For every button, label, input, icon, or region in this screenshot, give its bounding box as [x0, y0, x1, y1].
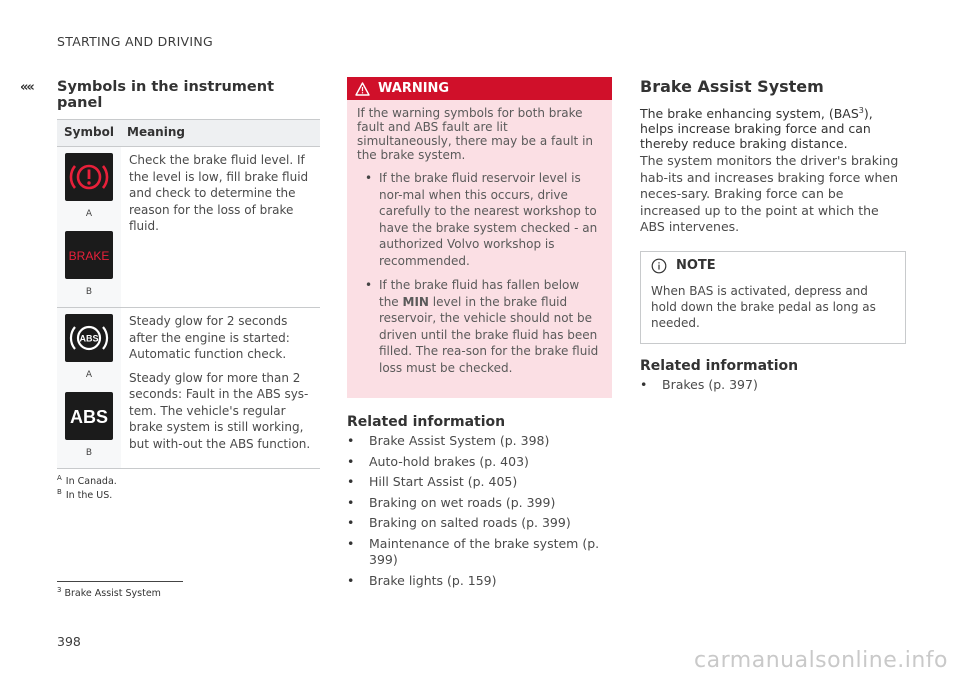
table-row: [57, 147, 320, 308]
variant-label: A: [85, 370, 93, 380]
variant-label: B: [85, 448, 93, 458]
footnote-b: $^B$ In the US.: [57, 488, 113, 502]
min-label: MIN: [402, 294, 429, 309]
page-number: 398: [57, 634, 81, 649]
related-link[interactable]: • Brake Assist System (p. 398): [347, 433, 612, 450]
related-info-title: Related information: [640, 357, 799, 374]
brake-text-icon: [65, 231, 113, 279]
symbols-column: [57, 77, 320, 501]
warning-body: [347, 100, 612, 376]
meaning-column-header: Meaning: [121, 120, 320, 147]
related-link[interactable]: • Braking on salted roads (p. 399): [347, 515, 612, 532]
symbols-table: [57, 119, 320, 469]
related-info-title: Related information: [347, 414, 506, 430]
symbol-cell: [57, 147, 121, 308]
related-link[interactable]: • Brake lights (p. 159): [347, 573, 612, 590]
related-link[interactable]: • Maintenance of the brake system (p. 399): [347, 536, 612, 569]
footnote-a: $^A$ In Canada.: [57, 474, 117, 488]
meaning-text: Check the brake fluid level. If the level is low, fill brake fluid and check to determine the reason for the loss of brake fluid.: [129, 153, 309, 233]
warning-title: WARNING: [378, 81, 450, 96]
warning-intro: If the warning symbols for both brake fault and ABS fault are lit simultaneously, there may be a fault in the brake system.: [357, 106, 594, 162]
previous-page-icon[interactable]: ««: [20, 80, 33, 95]
warning-column: [347, 77, 612, 593]
brake-circle-icon: [65, 153, 113, 201]
related-link[interactable]: • Auto-hold brakes (p. 403): [347, 454, 612, 471]
list-item: • If the brake fluid reservoir level is nor-mal when this occurs, drive carefully to the nearest workshop to have the brake system checked - an authorized Volvo workshop is recommended.: [357, 170, 602, 269]
section-header: STARTING AND DRIVING: [57, 34, 214, 49]
footnote-ref: 3: [858, 106, 864, 115]
note-header: [651, 258, 895, 274]
note-title: NOTE: [676, 258, 716, 274]
meaning-text: Steady glow for more than 2 seconds: Fault in the ABS sys-tem. The vehicle's regular brake system is still working, but with-out the ABS function.: [129, 370, 311, 451]
page-footnote: $^3$ Brake Assist System: [57, 586, 161, 600]
related-link[interactable]: • Brakes (p. 397): [640, 377, 906, 394]
bas-body: The system monitors the driver's braking hab-its and increases braking force when neces-sary. Braking force can be increased up to the point at which the ABS intervenes.: [640, 153, 899, 235]
meaning-cell: [121, 308, 320, 469]
table-row: [57, 308, 320, 469]
variant-label: A: [85, 209, 93, 219]
meaning-text: Steady glow for 2 seconds after the engine is started: Automatic function check.: [129, 314, 290, 361]
related-link[interactable]: • Hill Start Assist (p. 405): [347, 474, 612, 491]
bas-column: [640, 77, 906, 397]
related-link[interactable]: • Braking on wet roads (p. 399): [347, 495, 612, 512]
symbol-cell: [57, 308, 121, 469]
warning-header: [347, 77, 612, 100]
svg-text:BRAKE: BRAKE: [68, 249, 110, 263]
warning-list: [357, 170, 602, 376]
abs-circle-icon: [65, 314, 113, 362]
note-body: When BAS is activated, depress and hold down the brake pedal as long as needed.: [651, 283, 876, 330]
symbol-column-header: Symbol: [57, 120, 121, 147]
symbols-section-title: Symbols in the instrument panel: [57, 79, 274, 111]
abs-text-icon: [65, 392, 113, 440]
warning-triangle-icon: [355, 82, 370, 96]
related-info-list: [347, 433, 612, 589]
variant-label: B: [85, 287, 93, 297]
note-box: [640, 251, 906, 344]
table-footnotes: [57, 473, 320, 501]
warning-box: [347, 77, 612, 398]
meaning-cell: [121, 147, 320, 308]
list-item: • If the brake fluid has fallen below the MIN level in the brake fluid reservoir, the vehicle should not be driven until the brake fluid has been filled. The rea-son for the brake fluid loss must be checked.: [357, 277, 602, 376]
bas-title: Brake Assist System: [640, 77, 824, 96]
svg-text:ABS: ABS: [69, 407, 109, 427]
watermark: carmanualsonline.info: [694, 648, 948, 673]
svg-text:ABS: ABS: [79, 333, 99, 344]
info-circle-icon: [651, 258, 667, 274]
related-info-list: [640, 377, 906, 394]
bas-lead: The brake enhancing system, (BAS$^3$), helps increase braking force and can thereby reduce braking distance.: [640, 106, 873, 152]
footnote-divider: [57, 581, 183, 582]
